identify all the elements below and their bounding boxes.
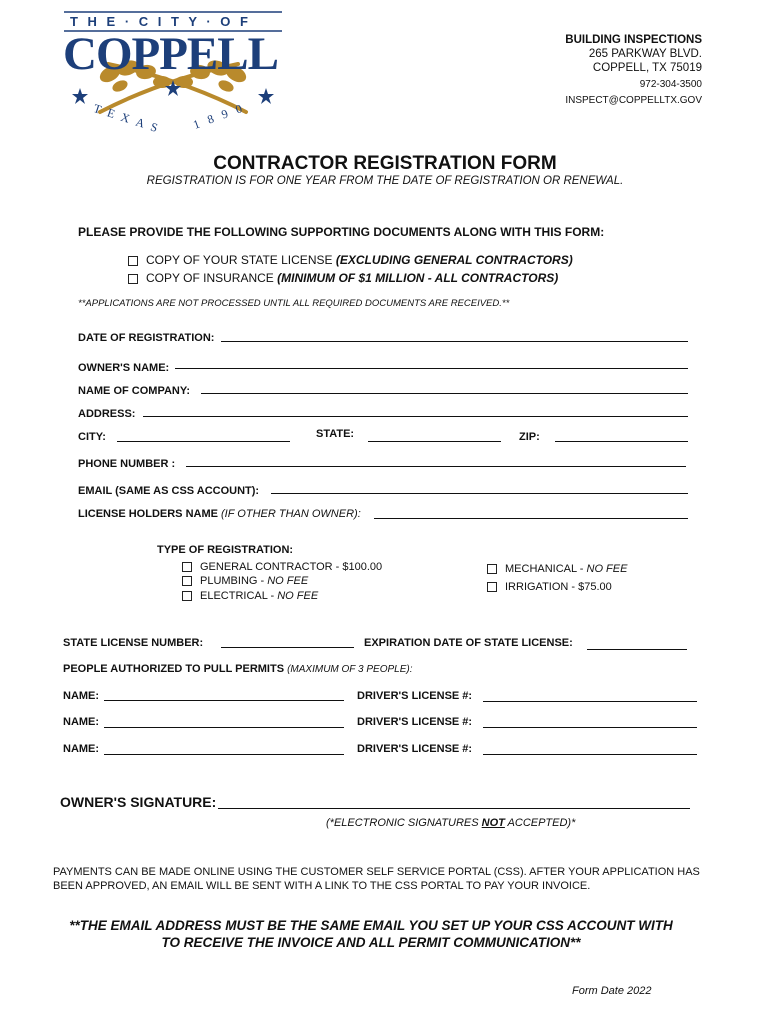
electrical-fee: NO FEE [277, 590, 319, 602]
person3-dl-label: DRIVER'S LICENSE #: [357, 743, 473, 755]
signature-field[interactable] [218, 808, 690, 809]
type-general-label: GENERAL CONTRACTOR - $100.00 [200, 561, 383, 573]
doc-item-insurance-label: COPY OF INSURANCE [146, 271, 278, 285]
form-title: CONTRACTOR REGISTRATION FORM [213, 153, 557, 174]
date-field[interactable] [221, 341, 688, 342]
registration-type-heading: TYPE OF REGISTRATION: [157, 544, 294, 556]
license-holder-text: LICENSE HOLDERS NAME [78, 508, 222, 520]
person2-name-label: NAME: [63, 716, 100, 728]
department-address1: 265 PARKWAY BLVD. [588, 48, 702, 60]
logo-city-name: COPPELL [63, 28, 278, 80]
mechanical-checkbox[interactable] [487, 564, 497, 574]
company-label: NAME OF COMPANY: [78, 385, 191, 397]
address-field[interactable] [143, 416, 688, 417]
company-field[interactable] [201, 393, 688, 394]
person3-dl-field[interactable] [483, 754, 697, 755]
signature-label: OWNER'S SIGNATURE: [60, 794, 217, 810]
type-electrical-label: ELECTRICAL - [200, 590, 278, 602]
type-mechanical[interactable] [487, 563, 627, 575]
department-name: BUILDING INSPECTIONS [565, 34, 702, 46]
license-holder-note: (IF OTHER THAN OWNER): [221, 508, 361, 520]
type-plumbing-label: PLUMBING - [200, 575, 268, 587]
type-irrigation-label: IRRIGATION - $75.00 [505, 581, 612, 593]
license-holder-field[interactable] [374, 518, 688, 519]
email-label: EMAIL (SAME AS CSS ACCOUNT): [78, 485, 260, 497]
expiration-label: EXPIRATION DATE OF STATE LICENSE: [364, 637, 573, 649]
owner-label: OWNER'S NAME: [78, 362, 170, 374]
logo-year-text: 1890 [191, 98, 253, 132]
person1-dl-field[interactable] [483, 701, 697, 702]
person2-name-field[interactable] [104, 727, 344, 728]
doc-item-insurance-note: (MINIMUM OF $1 MILLION - ALL CONTRACTORS) [277, 271, 559, 285]
electrical-checkbox[interactable] [182, 591, 192, 601]
city-label: CITY: [78, 431, 106, 443]
zip-label: ZIP: [519, 431, 540, 443]
zip-field[interactable] [555, 441, 688, 442]
person1-name-field[interactable] [104, 700, 344, 701]
signature-note-not: NOT [481, 817, 505, 829]
phone-label: PHONE NUMBER : [78, 458, 176, 470]
type-plumbing[interactable] [182, 575, 308, 587]
plumbing-checkbox[interactable] [182, 576, 192, 586]
plumbing-fee: NO FEE [267, 575, 309, 587]
type-general[interactable] [182, 561, 382, 573]
address-label: ADDRESS: [78, 408, 136, 420]
people-heading [63, 663, 412, 675]
email-notice-line2: TO RECEIVE THE INVOICE AND ALL PERMIT COMMUNICATION** [161, 935, 581, 950]
email-notice-line1: **THE EMAIL ADDRESS MUST BE THE SAME EMAIL YOU SET UP YOUR CSS ACCOUNT WITH [69, 918, 673, 933]
state-label: STATE: [316, 428, 355, 440]
insurance-checkbox[interactable] [128, 274, 138, 284]
state-license-field[interactable] [221, 647, 354, 648]
department-email: INSPECT@COPPELLTX.GOV [565, 95, 702, 106]
form-date: Form Date 2022 [572, 985, 652, 997]
form-subtitle: REGISTRATION IS FOR ONE YEAR FROM THE DATE OF REGISTRATION OR RENEWAL. [146, 175, 624, 187]
license-checkbox[interactable] [128, 256, 138, 266]
person2-dl-field[interactable] [483, 727, 697, 728]
payment-text: PAYMENTS CAN BE MADE ONLINE USING THE CUSTOMER SELF SERVICE PORTAL (CSS). AFTER YOUR APPLICATION HAS BEEN APPROVED, AN EMAIL WILL BE SENT WITH A LINK TO THE CSS PORTAL TO PAY YOUR INVOICE. [53, 866, 700, 892]
irrigation-checkbox[interactable] [487, 582, 497, 592]
license-holder-label [78, 508, 361, 520]
logo-state-text: TEXAS [91, 100, 167, 138]
person1-name-label: NAME: [63, 690, 100, 702]
logo-top-text: T H E · C I T Y · O F [70, 14, 251, 29]
doc-item-license-label: COPY OF YOUR STATE LICENSE [146, 253, 336, 267]
general-checkbox[interactable] [182, 562, 192, 572]
city-field[interactable] [117, 441, 290, 442]
doc-item-license-note: (EXCLUDING GENERAL CONTRACTORS) [335, 253, 573, 267]
type-irrigation[interactable] [487, 581, 612, 593]
expiration-field[interactable] [587, 649, 687, 650]
people-heading-note: (MAXIMUM OF 3 PEOPLE): [287, 664, 413, 675]
signature-note-post: ACCEPTED)* [504, 817, 576, 829]
docs-heading: PLEASE PROVIDE THE FOLLOWING SUPPORTING DOCUMENTS ALONG WITH THIS FORM: [78, 225, 605, 239]
person3-name-field[interactable] [104, 754, 344, 755]
state-field[interactable] [368, 441, 501, 442]
signature-note [326, 817, 575, 829]
date-label: DATE OF REGISTRATION: [78, 332, 215, 344]
docs-warning: **APPLICATIONS ARE NOT PROCESSED UNTIL ALL REQUIRED DOCUMENTS ARE RECEIVED.** [78, 298, 510, 309]
people-heading-text: PEOPLE AUTHORIZED TO PULL PERMITS [63, 663, 288, 675]
person1-dl-label: DRIVER'S LICENSE #: [357, 690, 473, 702]
department-contact [565, 33, 702, 108]
email-field[interactable] [271, 493, 688, 494]
doc-item-insurance[interactable] [128, 271, 558, 285]
owner-field[interactable] [175, 368, 688, 369]
department-address2: COPPELL, TX 75019 [592, 62, 702, 74]
phone-field[interactable] [186, 466, 686, 467]
person2-dl-label: DRIVER'S LICENSE #: [357, 716, 473, 728]
doc-item-license[interactable] [128, 253, 573, 267]
signature-note-pre: (*ELECTRONIC SIGNATURES [326, 817, 482, 829]
person3-name-label: NAME: [63, 743, 100, 755]
type-mechanical-label: MECHANICAL - [505, 563, 587, 575]
type-electrical[interactable] [182, 590, 318, 602]
mechanical-fee: NO FEE [586, 563, 628, 575]
department-phone: 972-304-3500 [639, 79, 702, 90]
state-license-label: STATE LICENSE NUMBER: [63, 637, 204, 649]
city-logo [62, 8, 284, 140]
